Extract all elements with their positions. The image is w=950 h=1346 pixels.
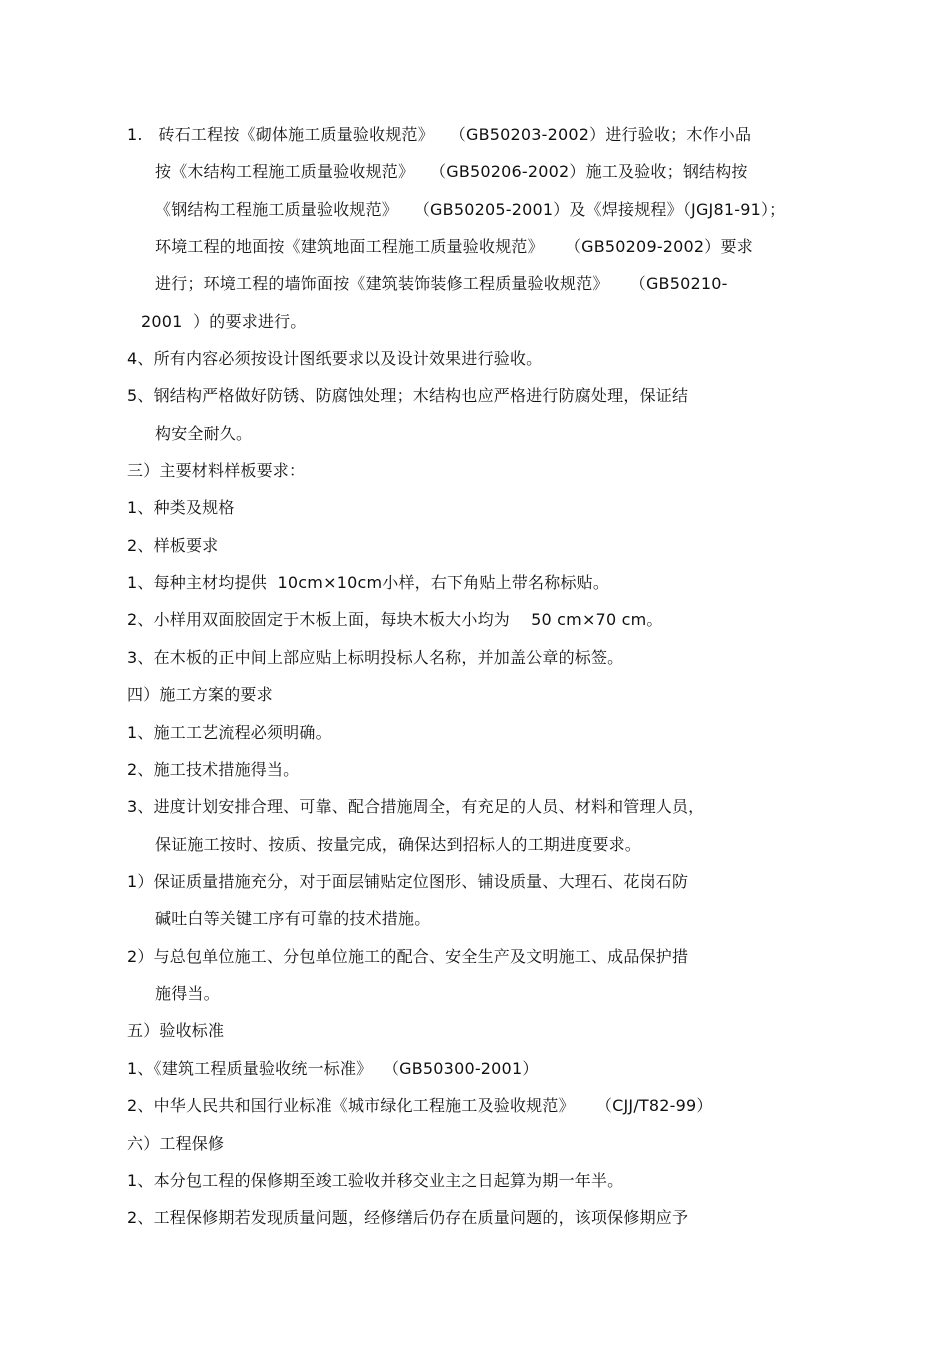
- text-line-23: 2）与总包单位施工、分包单位施工的配合、安全生产及文明施工、成品保护措: [127, 947, 689, 966]
- text-line-19: 3、进度计划安排合理、可靠、配合措施周全，有充足的人员、材料和管理人员，: [127, 797, 705, 816]
- text-line-9: 构安全耐久。: [155, 424, 253, 443]
- text-line-3: 《钢结构工程施工质量验收规范》 （GB50205-2001）及《焊接规程》（JGJ81-91）；: [155, 200, 786, 219]
- text-line-8: 5、钢结构严格做好防锈、防腐蚀处理；木结构也应严格进行防腐处理，保证结: [127, 386, 689, 405]
- text-line-18: 2、施工技术措施得当。: [127, 760, 300, 779]
- section-heading-4: 四）施工方案的要求: [127, 685, 273, 704]
- text-line-12: 2、样板要求: [127, 536, 219, 555]
- text-line-24: 施得当。: [155, 984, 220, 1003]
- text-line-30: 2、工程保修期若发现质量问题，经修缮后仍存在质量问题的，该项保修期应予: [127, 1208, 689, 1227]
- text-line-29: 1、本分包工程的保修期至竣工验收并移交业主之日起算为期一年半。: [127, 1171, 624, 1190]
- section-heading-3: 三）主要材料样板要求：: [127, 461, 306, 480]
- text-line-7: 4、所有内容必须按设计图纸要求以及设计效果进行验收。: [127, 349, 543, 368]
- text-line-21: 1）保证质量措施充分，对于面层铺贴定位图形、铺设质量、大理石、花岗石防: [127, 872, 689, 891]
- section-heading-5: 五）验收标准: [127, 1021, 225, 1040]
- text-line-13: 1、每种主材均提供 10cm×10cm小样，右下角贴上带名称标贴。: [127, 573, 610, 592]
- text-line-17: 1、施工工艺流程必须明确。: [127, 723, 332, 742]
- text-line-2: 按《木结构工程施工质量验收规范》 （GB50206-2002）施工及验收；钢结构按: [155, 162, 748, 181]
- text-line-1: 1. 砖石工程按《砌体施工质量验收规范》 （GB50203-2002）进行验收；木作小品: [127, 125, 752, 144]
- section-heading-6: 六）工程保修: [127, 1134, 225, 1153]
- text-line-22: 碱吐白等关键工序有可靠的技术措施。: [155, 909, 431, 928]
- text-line-27: 2、中华人民共和国行业标准《城市绿化工程施工及验收规范》 （CJJ/T82-99）: [127, 1096, 713, 1115]
- text-line-20: 保证施工按时、按质、按量完成，确保达到招标人的工期进度要求。: [155, 835, 642, 854]
- text-line-5: 进行；环境工程的墙饰面按《建筑装饰装修工程质量验收规范》 （GB50210-: [155, 274, 728, 293]
- text-line-4: 环境工程的地面按《建筑地面工程施工质量验收规范》 （GB50209-2002）要求: [155, 237, 753, 256]
- text-line-11: 1、种类及规格: [127, 498, 235, 517]
- text-line-26: 1、《建筑工程质量验收统一标准》 （GB50300-2001）: [127, 1059, 539, 1078]
- text-line-15: 3、在木板的正中间上部应贴上标明投标人名称，并加盖公章的标签。: [127, 648, 624, 667]
- text-line-6: 2001 ）的要求进行。: [141, 312, 307, 331]
- text-line-14: 2、小样用双面胶固定于木板上面，每块木板大小均为 50 cm×70 cm。: [127, 610, 663, 629]
